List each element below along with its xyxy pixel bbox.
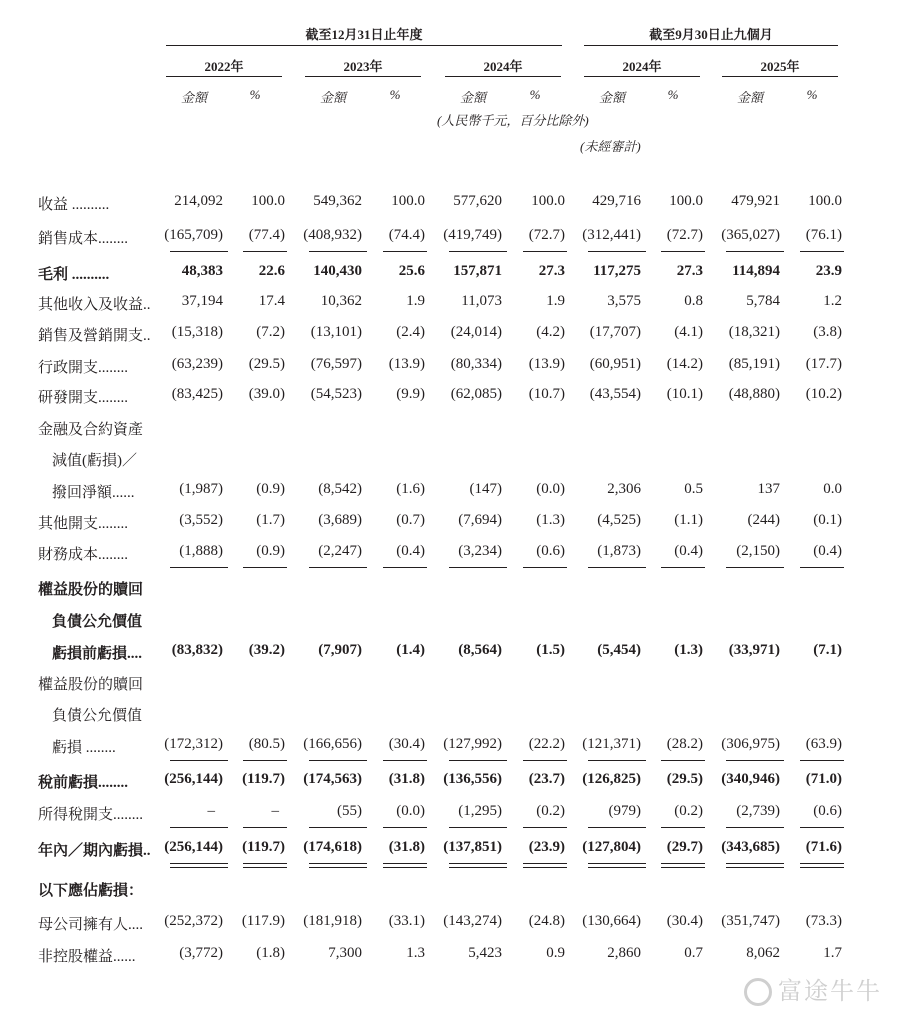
percent-header-2: % — [529, 87, 541, 102]
amount-cell: (76,597) — [310, 356, 362, 372]
percent-cell: (30.4) — [666, 913, 703, 929]
amount-cell: (7,694) — [458, 512, 502, 528]
amount-cell: 479,921 — [731, 193, 780, 209]
amount-cell: (419,749) — [443, 227, 502, 243]
amount-cell: (8,542) — [318, 481, 362, 497]
row-label: 年內／期內虧損.. — [38, 843, 151, 859]
underline — [449, 760, 507, 761]
double-underline — [523, 863, 567, 868]
year-2023: 2023年 — [343, 59, 383, 74]
table-row — [0, 945, 902, 967]
amount-cell: 2,306 — [607, 481, 641, 497]
percent-cell: 100.0 — [808, 193, 842, 209]
percent-header-0: % — [249, 87, 261, 102]
amount-header-0: 金額 — [180, 90, 207, 105]
amount-cell: (121,371) — [582, 736, 641, 752]
percent-cell: (31.8) — [388, 839, 425, 855]
table-row — [0, 839, 902, 861]
amount-cell: (127,804) — [582, 839, 641, 855]
underline — [800, 251, 844, 252]
year-2023-rule — [305, 76, 421, 77]
table-row — [0, 610, 902, 632]
percent-cell: 0.5 — [684, 481, 703, 497]
amount-cell: (4,525) — [597, 512, 641, 528]
unaudited-note: (未經審計) — [580, 139, 641, 154]
percent-header-3: % — [667, 87, 679, 102]
underline — [309, 760, 367, 761]
amount-cell: (3,552) — [179, 512, 223, 528]
row-label: 毛利 .......... — [38, 267, 110, 283]
percent-cell: (1.5) — [536, 642, 565, 658]
percent-cell: 0.8 — [684, 293, 703, 309]
percent-cell: (0.9) — [256, 481, 285, 497]
row-label: 行政開支........ — [38, 360, 129, 376]
underline — [523, 251, 567, 252]
amount-cell: 2,860 — [607, 945, 641, 961]
table-row — [0, 771, 902, 793]
table-row — [0, 481, 902, 503]
amount-cell: (2,739) — [736, 803, 780, 819]
percent-cell: (1.6) — [396, 481, 425, 497]
amount-cell: (147) — [469, 481, 502, 497]
amount-cell: (17,707) — [589, 324, 641, 340]
year-2025-nine-months-rule — [722, 76, 838, 77]
amount-cell: (55) — [337, 803, 362, 819]
row-label: 虧損前虧損.... — [52, 646, 143, 662]
amount-cell: (1,873) — [597, 543, 641, 559]
amount-cell: (8,564) — [458, 642, 502, 658]
double-underline — [383, 863, 427, 868]
amount-cell: 214,092 — [174, 193, 223, 209]
percent-cell: (9.9) — [396, 386, 425, 402]
table-row — [0, 324, 902, 346]
percent-cell: (0.9) — [256, 543, 285, 559]
year-2022: 2022年 — [204, 59, 244, 74]
amount-cell: (85,191) — [728, 356, 780, 372]
header-group-years: 截至12月31日止年度 — [305, 27, 423, 42]
percent-cell: (39.0) — [248, 386, 285, 402]
percent-cell: (74.4) — [388, 227, 425, 243]
percent-cell: (0.4) — [396, 543, 425, 559]
amount-cell: (3,772) — [179, 945, 223, 961]
percent-cell: (29.5) — [248, 356, 285, 372]
amount-cell: (2,150) — [736, 543, 780, 559]
percent-cell: (119.7) — [242, 771, 285, 787]
underline — [588, 251, 646, 252]
amount-cell: (62,085) — [450, 386, 502, 402]
table-row — [0, 543, 902, 565]
watermark — [744, 971, 882, 1006]
row-label: 其他開支........ — [38, 516, 129, 532]
row-label: 母公司擁有人.... — [38, 917, 144, 933]
underline — [726, 760, 784, 761]
percent-cell: (1.4) — [396, 642, 425, 658]
amount-cell: (365,027) — [721, 227, 780, 243]
amount-cell: 140,430 — [313, 263, 362, 279]
year-2024-rule — [445, 76, 561, 77]
underline — [243, 760, 287, 761]
percent-cell: (77.4) — [248, 227, 285, 243]
row-label: 非控股權益...... — [38, 949, 136, 965]
row-label: 研發開支........ — [38, 390, 129, 406]
amount-cell: (48,880) — [728, 386, 780, 402]
underline — [383, 827, 427, 828]
row-label: 負債公允價值 — [52, 708, 143, 724]
amount-cell: (3,689) — [318, 512, 362, 528]
amount-cell: (312,441) — [582, 227, 641, 243]
underline — [449, 567, 507, 568]
percent-cell: (71.0) — [805, 771, 842, 787]
percent-cell: (33.1) — [388, 913, 425, 929]
double-underline — [170, 863, 228, 868]
double-underline — [661, 863, 705, 868]
percent-cell: (63.9) — [805, 736, 842, 752]
amount-header-2: 金額 — [459, 90, 486, 105]
amount-cell: (172,312) — [164, 736, 223, 752]
underline — [726, 567, 784, 568]
table-row — [0, 704, 902, 726]
table-row — [0, 263, 902, 285]
underline — [309, 567, 367, 568]
table-row — [0, 293, 902, 315]
percent-cell: (73.3) — [805, 913, 842, 929]
underline — [243, 827, 287, 828]
row-label: 銷售及營銷開支.. — [38, 328, 151, 344]
amount-cell: (3,234) — [458, 543, 502, 559]
amount-cell: (165,709) — [164, 227, 223, 243]
amount-cell: 7,300 — [328, 945, 362, 961]
amount-cell: (143,274) — [443, 913, 502, 929]
row-label: 減值(虧損)／ — [52, 453, 137, 469]
amount-cell: (136,556) — [443, 771, 502, 787]
percent-cell: 100.0 — [251, 193, 285, 209]
percent-cell: 0.7 — [684, 945, 703, 961]
percent-cell: (1.3) — [536, 512, 565, 528]
percent-cell: (13.9) — [528, 356, 565, 372]
row-label: 權益股份的贖回 — [38, 582, 144, 598]
percent-cell: (0.2) — [536, 803, 565, 819]
amount-cell: 10,362 — [320, 293, 362, 309]
amount-cell: 157,871 — [453, 263, 502, 279]
underline — [726, 251, 784, 252]
table-row — [0, 578, 902, 600]
amount-cell: (137,851) — [443, 839, 502, 855]
underline — [661, 760, 705, 761]
percent-cell: (10.2) — [805, 386, 842, 402]
year-2024-nine-months: 2024年 — [622, 59, 662, 74]
underline — [661, 827, 705, 828]
amount-cell: (306,975) — [721, 736, 780, 752]
amount-cell: 137 — [757, 481, 780, 497]
year-2025-nine-months: 2025年 — [760, 59, 800, 74]
watermark-text: 富途牛牛 — [778, 977, 882, 1005]
row-label: 銷售成本........ — [38, 231, 129, 247]
percent-cell: (0.0) — [536, 481, 565, 497]
amount-cell: (83,425) — [171, 386, 223, 402]
table-row — [0, 879, 902, 901]
percent-cell: (10.7) — [528, 386, 565, 402]
percent-cell: 22.6 — [258, 263, 285, 279]
underline — [383, 567, 427, 568]
amount-cell: (408,932) — [303, 227, 362, 243]
table-row — [0, 673, 902, 695]
percent-cell: (119.7) — [242, 839, 285, 855]
percent-cell: 1.2 — [823, 293, 842, 309]
row-label: 虧損 ........ — [52, 740, 116, 756]
amount-cell: – — [207, 803, 215, 819]
amount-cell: (83,832) — [171, 642, 223, 658]
percent-header-1: % — [389, 87, 401, 102]
amount-cell: 3,575 — [607, 293, 641, 309]
amount-cell: (351,747) — [721, 913, 780, 929]
underline — [170, 827, 228, 828]
percent-cell: (4.2) — [536, 324, 565, 340]
underline — [523, 760, 567, 761]
row-label: 財務成本........ — [38, 547, 129, 563]
underline — [800, 567, 844, 568]
amount-cell: (252,372) — [164, 913, 223, 929]
double-underline — [588, 863, 646, 868]
percent-cell: (80.5) — [248, 736, 285, 752]
underline — [726, 827, 784, 828]
percent-header-4: % — [806, 87, 818, 102]
underline — [309, 827, 367, 828]
underline — [449, 827, 507, 828]
amount-header-1: 金額 — [319, 90, 346, 105]
year-2024-nine-months-rule — [584, 76, 700, 77]
row-label: 負債公允價值 — [52, 614, 143, 630]
amount-cell: 114,894 — [732, 263, 780, 279]
percent-cell: 1.9 — [546, 293, 565, 309]
header-group-nine-months: 截至9月30日止九個月 — [649, 27, 773, 42]
amount-cell: (181,918) — [303, 913, 362, 929]
percent-cell: (1.8) — [256, 945, 285, 961]
percent-cell: (0.0) — [396, 803, 425, 819]
table-row — [0, 449, 902, 471]
amount-cell: 37,194 — [181, 293, 223, 309]
percent-cell: (30.4) — [388, 736, 425, 752]
row-label: 以下應佔虧損： — [38, 883, 144, 899]
percent-cell: (29.7) — [666, 839, 703, 855]
underline — [243, 567, 287, 568]
percent-cell: (0.6) — [536, 543, 565, 559]
table-row — [0, 193, 902, 215]
amount-cell: (43,554) — [589, 386, 641, 402]
row-label: 稅前虧損........ — [38, 775, 129, 791]
amount-cell: (244) — [747, 512, 780, 528]
percent-cell: 23.9 — [815, 263, 842, 279]
percent-cell: 1.7 — [823, 945, 842, 961]
table-row — [0, 642, 902, 664]
percent-cell: 0.9 — [546, 945, 565, 961]
underline — [588, 760, 646, 761]
amount-cell: (60,951) — [589, 356, 641, 372]
amount-cell: (80,334) — [450, 356, 502, 372]
amount-cell: (256,144) — [164, 839, 223, 855]
amount-cell: 117,275 — [593, 263, 641, 279]
row-label: 其他收入及收益.. — [38, 297, 151, 313]
percent-cell: (72.7) — [666, 227, 703, 243]
amount-cell: (1,295) — [458, 803, 502, 819]
table-row — [0, 803, 902, 825]
amount-header-3: 金額 — [598, 90, 625, 105]
underline — [170, 251, 228, 252]
row-label: 所得稅開支........ — [38, 807, 144, 823]
amount-cell: 8,062 — [746, 945, 780, 961]
year-2022-rule — [166, 76, 282, 77]
percent-cell: 0.0 — [823, 481, 842, 497]
percent-cell: (117.9) — [241, 913, 285, 929]
amount-cell: 11,073 — [461, 293, 502, 309]
percent-cell: 100.0 — [669, 193, 703, 209]
percent-cell: (1.1) — [674, 512, 703, 528]
percent-cell: 17.4 — [258, 293, 285, 309]
double-underline — [726, 863, 784, 868]
percent-cell: (2.4) — [396, 324, 425, 340]
underline — [383, 760, 427, 761]
percent-cell: (3.8) — [813, 324, 842, 340]
underline — [170, 760, 228, 761]
table-row — [0, 227, 902, 249]
percent-cell: (23.9) — [528, 839, 565, 855]
percent-cell: 100.0 — [531, 193, 565, 209]
percent-cell: (0.7) — [396, 512, 425, 528]
row-label: 撥回淨額...... — [52, 485, 135, 501]
table-row — [0, 512, 902, 534]
table-row — [0, 386, 902, 408]
underline — [383, 251, 427, 252]
unit-note: (人民幣千元，百分比除外) — [437, 113, 589, 128]
percent-cell: (71.6) — [805, 839, 842, 855]
amount-cell: 577,620 — [453, 193, 502, 209]
watermark-logo-icon — [744, 978, 772, 1006]
underline — [449, 251, 507, 252]
underline — [309, 251, 367, 252]
underline — [170, 567, 228, 568]
amount-cell: 429,716 — [592, 193, 641, 209]
underline — [800, 760, 844, 761]
table-row — [0, 913, 902, 935]
percent-cell: (0.4) — [813, 543, 842, 559]
percent-cell: 27.3 — [676, 263, 703, 279]
amount-cell: 5,423 — [468, 945, 502, 961]
amount-cell: (166,656) — [303, 736, 362, 752]
percent-cell: (22.2) — [528, 736, 565, 752]
percent-cell: (0.4) — [674, 543, 703, 559]
percent-cell: (0.6) — [813, 803, 842, 819]
percent-cell: (1.3) — [674, 642, 703, 658]
row-label: 收益 .......... — [38, 197, 110, 213]
underline — [588, 827, 646, 828]
double-underline — [449, 863, 507, 868]
table-row — [0, 356, 902, 378]
header-group-years-rule — [166, 45, 562, 46]
amount-cell: (18,321) — [728, 324, 780, 340]
percent-cell: (31.8) — [388, 771, 425, 787]
amount-cell: (126,825) — [582, 771, 641, 787]
underline — [588, 567, 646, 568]
amount-cell: (5,454) — [597, 642, 641, 658]
year-2024: 2024年 — [483, 59, 523, 74]
percent-cell: (4.1) — [674, 324, 703, 340]
percent-cell: (0.2) — [674, 803, 703, 819]
percent-cell: (14.2) — [666, 356, 703, 372]
amount-header-4: 金額 — [736, 90, 763, 105]
percent-cell: (13.9) — [388, 356, 425, 372]
underline — [523, 567, 567, 568]
table-row — [0, 736, 902, 758]
amount-cell: (2,247) — [318, 543, 362, 559]
percent-cell: (23.7) — [528, 771, 565, 787]
percent-cell: 100.0 — [391, 193, 425, 209]
amount-cell: (54,523) — [310, 386, 362, 402]
amount-cell: (979) — [608, 803, 641, 819]
amount-cell: (127,992) — [443, 736, 502, 752]
header-group-nine-months-rule — [584, 45, 838, 46]
percent-cell: (76.1) — [805, 227, 842, 243]
amount-cell: (1,987) — [179, 481, 223, 497]
amount-cell: (256,144) — [164, 771, 223, 787]
amount-cell: (174,563) — [303, 771, 362, 787]
underline — [661, 251, 705, 252]
percent-cell: (17.7) — [805, 356, 842, 372]
double-underline — [800, 863, 844, 868]
percent-cell: (10.1) — [666, 386, 703, 402]
percent-cell: (0.1) — [813, 512, 842, 528]
amount-cell: (7,907) — [318, 642, 362, 658]
amount-cell: 5,784 — [746, 293, 780, 309]
amount-cell: 48,383 — [181, 263, 223, 279]
percent-cell: (7.1) — [813, 642, 842, 658]
row-label: 金融及合約資產 — [38, 422, 144, 438]
percent-cell: (24.8) — [528, 913, 565, 929]
amount-cell: (33,971) — [728, 642, 780, 658]
amount-cell: (340,946) — [721, 771, 780, 787]
amount-cell: (13,101) — [310, 324, 362, 340]
amount-cell: (130,664) — [582, 913, 641, 929]
percent-cell: (7.2) — [256, 324, 285, 340]
underline — [243, 251, 287, 252]
percent-cell: 27.3 — [538, 263, 565, 279]
percent-cell: (28.2) — [666, 736, 703, 752]
amount-cell: (343,685) — [721, 839, 780, 855]
percent-cell: – — [271, 803, 279, 819]
underline — [661, 567, 705, 568]
underline — [800, 827, 844, 828]
amount-cell: (15,318) — [171, 324, 223, 340]
amount-cell: (24,014) — [450, 324, 502, 340]
percent-cell: 1.9 — [406, 293, 425, 309]
table-row — [0, 418, 902, 440]
percent-cell: (29.5) — [666, 771, 703, 787]
amount-cell: (63,239) — [171, 356, 223, 372]
percent-cell: (1.7) — [256, 512, 285, 528]
underline — [523, 827, 567, 828]
double-underline — [243, 863, 287, 868]
percent-cell: 25.6 — [398, 263, 425, 279]
percent-cell: (72.7) — [528, 227, 565, 243]
percent-cell: 1.3 — [406, 945, 425, 961]
amount-cell: (1,888) — [179, 543, 223, 559]
row-label: 權益股份的贖回 — [38, 677, 144, 693]
double-underline — [309, 863, 367, 868]
amount-cell: 549,362 — [313, 193, 362, 209]
amount-cell: (174,618) — [303, 839, 362, 855]
percent-cell: (39.2) — [248, 642, 285, 658]
